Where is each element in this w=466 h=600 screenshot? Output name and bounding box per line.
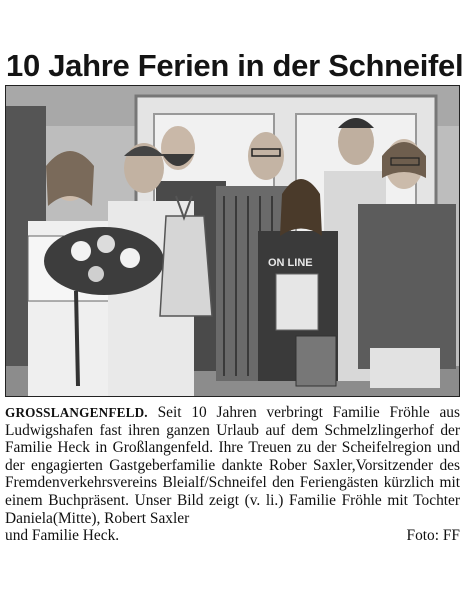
photo-credit: Foto: FF — [406, 527, 460, 545]
news-photo — [5, 85, 460, 397]
dateline: GROSSLANGENFELD. — [5, 405, 148, 420]
headline: 10 Jahre Ferien in der Schneifel — [6, 47, 464, 83]
gift-bag — [296, 336, 336, 386]
shirt-print: ON LINE — [268, 257, 313, 269]
article-closing-line — [5, 527, 460, 545]
article-body: Seit 10 Jahren verbringt Familie Fröhle aus Ludwigshafen fast ihren ganzen Urlaub auf dem Schmelzlingerhof der Familie Heck in Großlangenfeld. Ihre Treuen zu der Scheifelregion und der engagierten Gastgeberfamilie dankte Rober Saxler,Vorsitzender des Fremdenverkehrsvereins Bleialf/Schneifel den Feriengästen kürzlich mit einem Buchpräsent. Unser Bild zeigt (v. li.) Familie Fröhle mit Tochter Daniela(Mitte), Robert Saxler — [5, 404, 460, 527]
photo-illustration — [6, 86, 459, 396]
article-paragraph — [5, 404, 460, 527]
article-text — [5, 404, 460, 545]
article-last-line: und Familie Heck. — [5, 527, 120, 545]
book-present — [276, 274, 318, 330]
